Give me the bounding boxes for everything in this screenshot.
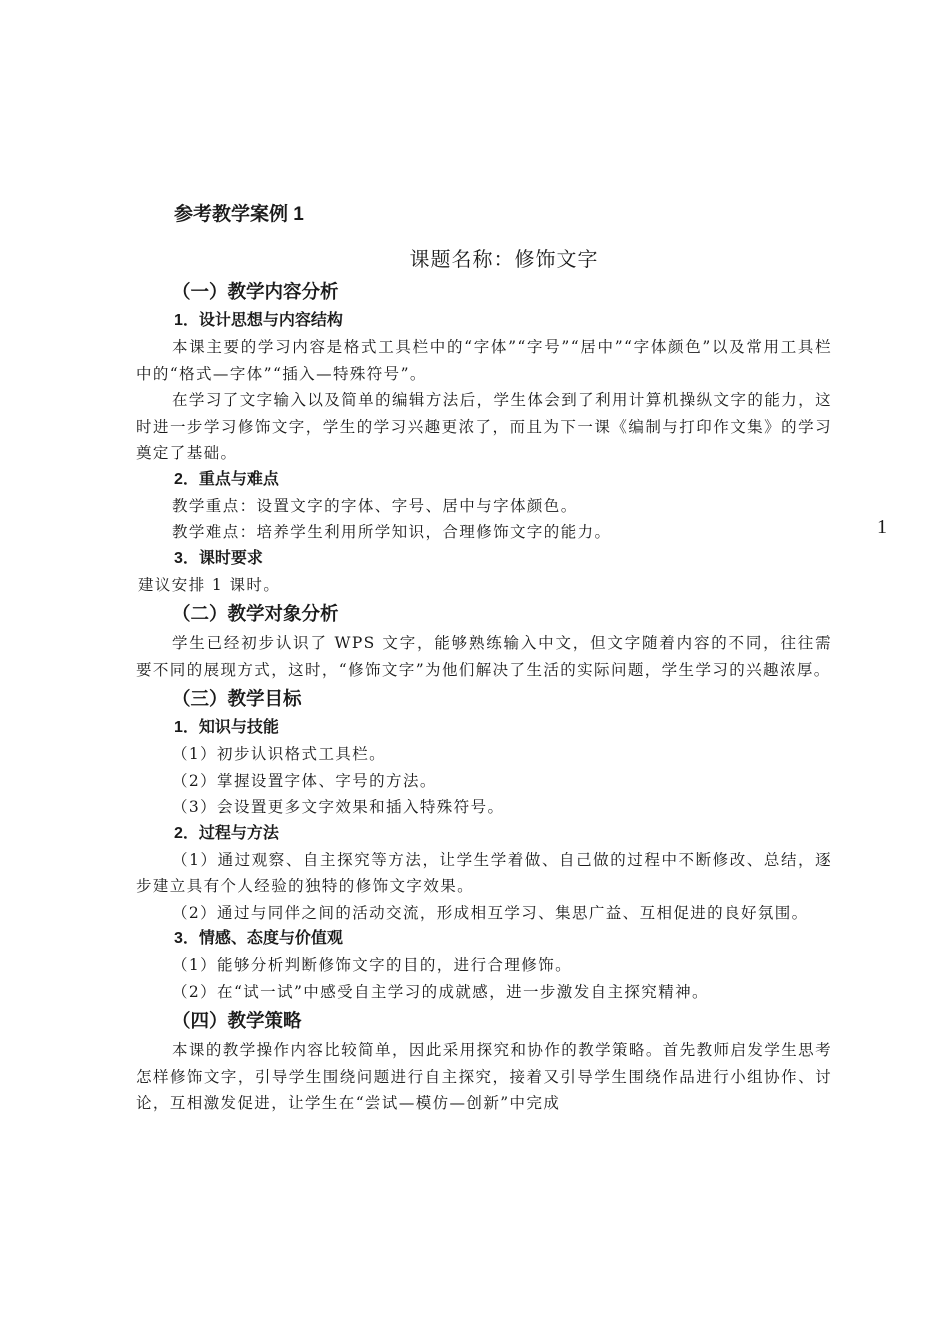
section3-heading: （三）教学目标 [172, 688, 302, 709]
knowledge-item-2: （2）掌握设置字体、字号的方法。 [172, 771, 437, 790]
process-item-2: （2）通过与同伴之间的活动交流，形成相互学习、集思广益、互相促进的良好氛围。 [172, 903, 809, 922]
process-item-1: （1）通过观察、自主探究等方法，让学生学着做、自己做的过程中不断修改、总结，逐步建立具有个人经验的独特的修饰文字效果。 [136, 850, 832, 895]
section1-para1: 本课主要的学习内容是格式工具栏中的“字体”“字号”“居中”“字体颜色”以及常用工具栏中的“格式—字体”“插入—特殊符号”。 [136, 338, 832, 383]
hours: 建议安排 1 课时。 [138, 575, 281, 594]
section1-sub1: 1．设计思想与内容结构 [174, 312, 343, 329]
section1-para2: 在学习了文字输入以及简单的编辑方法后，学生体会到了利用计算机操纵文字的能力，这时进一步学习修饰文字，学生的学习兴趣更浓了，而且为下一课《编制与打印作文集》的学习奠定了基础。 [136, 391, 832, 462]
emotion-item-1: （1）能够分析判断修饰文字的目的，进行合理修饰。 [172, 956, 572, 974]
section1-heading: （一）教学内容分析 [172, 281, 339, 302]
section1-sub3: 3．课时要求 [174, 549, 263, 567]
case-title: 参考教学案例 1 [174, 204, 304, 225]
section3-sub2: 2．过程与方法 [174, 824, 279, 842]
difficulty: 教学难点：培养学生利用所学知识，合理修饰文字的能力。 [172, 523, 612, 541]
knowledge-item-3: （3）会设置更多文字效果和插入特殊符号。 [172, 798, 505, 816]
section2-para: 学生已经初步认识了 WPS 文字，能够熟练输入中文，但文字随着内容的不同，往往需要不同的展现方式，这时，“修饰文字”为他们解决了生活的实际问题，学生学习的兴趣浓厚。 [136, 634, 832, 679]
section3-sub3: 3．情感、态度与价值观 [174, 930, 343, 947]
section4-heading: （四）教学策略 [172, 1010, 302, 1031]
key-point: 教学重点：设置文字的字体、字号、居中与字体颜色。 [172, 496, 578, 515]
document-page [136, 200, 832, 1117]
section3-sub1: 1．知识与技能 [174, 719, 279, 736]
section1-sub2: 2．重点与难点 [174, 470, 279, 488]
lesson-title: 课题名称：修饰文字 [409, 247, 599, 271]
page-number: 1 [877, 516, 887, 538]
emotion-item-2: （2）在“试一试”中感受自主学习的成就感，进一步激发自主探究精神。 [172, 982, 709, 1001]
section2-heading: （二）教学对象分析 [172, 603, 339, 624]
section4-para: 本课的教学操作内容比较简单，因此采用探究和协作的教学策略。首先教师启发学生思考怎样修饰文字，引导学生围绕问题进行自主探究，接着又引导学生围绕作品进行小组协作、讨论，互相激发促进，让学生在“尝试—模仿—创新”中完成 [136, 1041, 832, 1112]
knowledge-item-1: （1）初步认识格式工具栏。 [172, 745, 387, 763]
